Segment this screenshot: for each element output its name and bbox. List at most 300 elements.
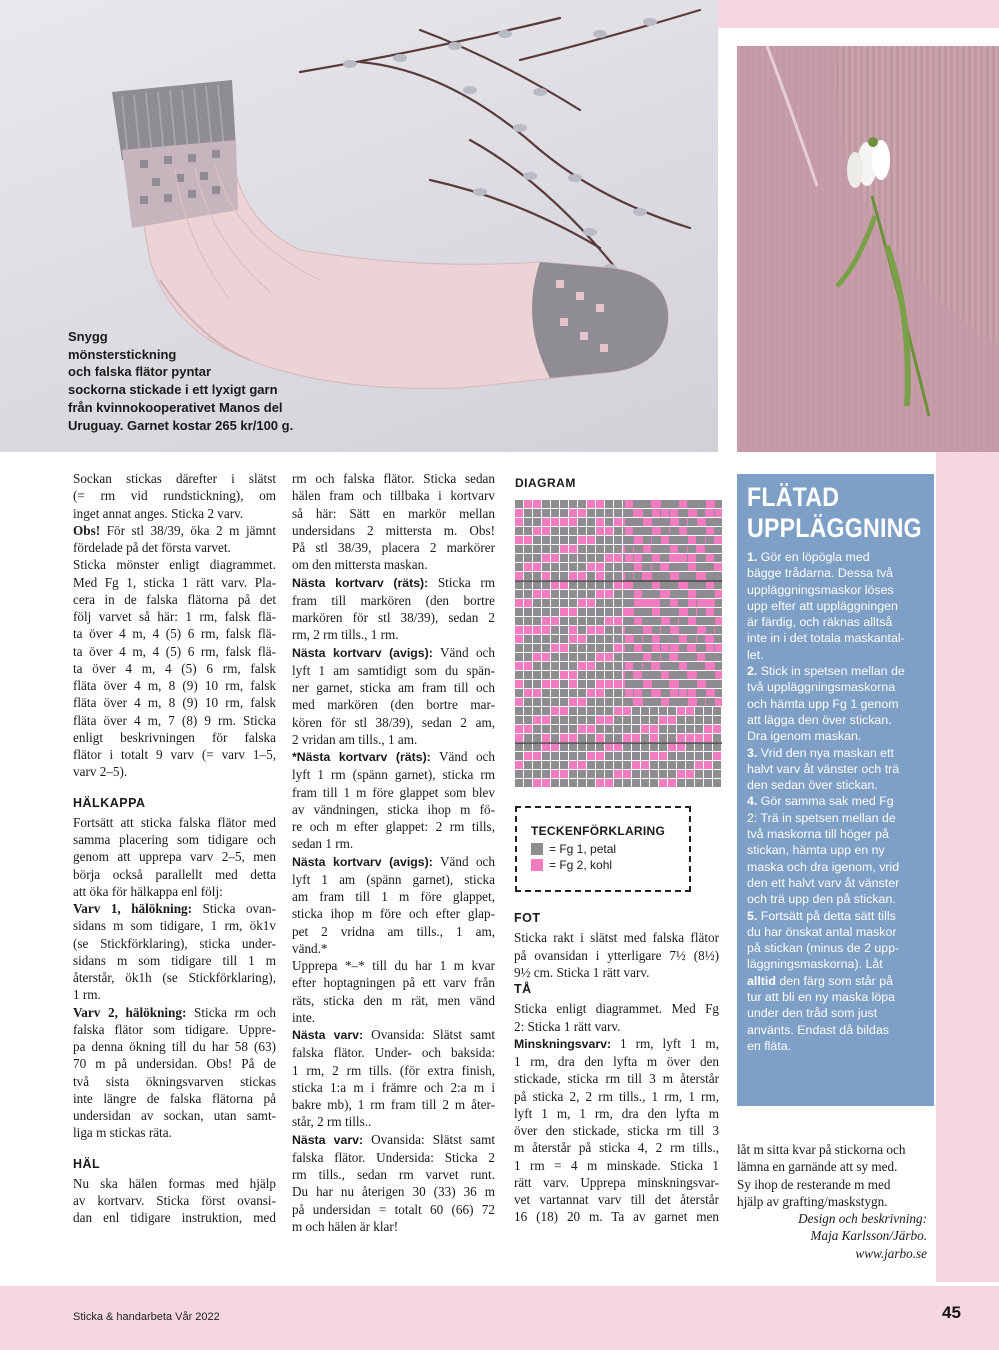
chart-cell — [614, 698, 622, 706]
text-line: står, 2 rm tills.. — [292, 1114, 372, 1130]
chart-cell — [533, 617, 541, 625]
chart-cell — [560, 572, 568, 580]
chart-cell — [587, 617, 595, 625]
text-line — [514, 1035, 719, 1053]
text-line: så här: Sätt en markör mellan — [292, 505, 495, 521]
chart-cell — [578, 707, 586, 715]
chart-cell — [670, 599, 678, 607]
text-line: på ovansidan i ytterligare 7½ (8½) — [514, 947, 719, 963]
text-line: rm tills., sedan rm varvet runt. — [292, 1167, 495, 1182]
chart-cell — [524, 662, 532, 670]
chart-cell — [605, 725, 613, 733]
chart-cell — [560, 671, 568, 679]
subheading: Varv 2, hälökning: — [73, 1004, 187, 1020]
chart-cell — [578, 536, 586, 544]
chart-cell — [634, 545, 642, 553]
chart-cell — [578, 554, 586, 562]
chart-cell — [634, 527, 642, 535]
chart-cell — [596, 716, 604, 724]
chart-cell — [659, 734, 667, 742]
snowdrop-illustration — [737, 46, 999, 452]
chart-cell — [643, 536, 651, 544]
step-line — [747, 793, 924, 809]
chart-cell — [625, 545, 633, 553]
text-line: att öka för hälkappa enl följ: — [73, 883, 223, 899]
text-line: fläta över 4 m, 8 (9) 10 rm, falsk — [73, 695, 276, 711]
chart-cell — [587, 545, 595, 553]
credit-link[interactable]: www.jarbo.se — [855, 1245, 927, 1261]
chart-cell — [625, 698, 633, 706]
text-line: sedan 1 rm. — [292, 836, 354, 852]
chart-cell — [560, 527, 568, 535]
chart-cell — [614, 563, 622, 571]
chart-cell — [623, 752, 631, 760]
chart-cell — [569, 572, 577, 580]
chart-cell — [605, 752, 613, 760]
chart-cell — [625, 608, 633, 616]
chart-cell — [715, 617, 722, 625]
chart-cell — [632, 743, 640, 751]
chart-cell — [697, 653, 705, 661]
chart-cell — [643, 617, 651, 625]
chart-cell — [614, 545, 622, 553]
chart-cell — [596, 608, 604, 616]
chart-cell — [515, 509, 523, 517]
chart-cell — [569, 626, 577, 634]
text-line: samma placering som tidigare och — [73, 832, 276, 847]
chart-cell — [623, 716, 631, 724]
chart-cell — [713, 734, 721, 742]
text-line: hjälp av grafting/maskstygn. — [737, 1193, 888, 1209]
caption-line: mönsterstickning — [68, 346, 177, 362]
chart-cell — [706, 653, 714, 661]
chart-cell — [704, 725, 712, 733]
step-number: 2. — [747, 664, 758, 679]
chart-cell — [652, 635, 660, 643]
chart-cell — [686, 734, 694, 742]
chart-cell — [533, 581, 541, 589]
step-line: Dra igenom maskan. — [747, 729, 862, 744]
chart-cell — [688, 608, 696, 616]
chart-cell — [659, 725, 667, 733]
chart-cell — [560, 590, 568, 598]
chart-cell — [542, 779, 550, 787]
chart-cell — [524, 707, 532, 715]
chart-cell — [524, 653, 532, 661]
chart-cell — [524, 725, 532, 733]
chart-cell — [569, 698, 577, 706]
chart-cell — [578, 527, 586, 535]
chart-cell — [515, 725, 523, 733]
chart-cell — [569, 707, 577, 715]
chart-cell — [706, 671, 714, 679]
chart-cell — [533, 626, 541, 634]
step-line: tur att bli en ny maska löpa — [747, 990, 896, 1005]
chart-cell — [551, 770, 559, 778]
chart-cell — [661, 698, 669, 706]
chart-cell — [560, 698, 568, 706]
chart-cell — [587, 698, 595, 706]
text-line: över den stickade, sticka rm till 3 — [514, 1123, 719, 1138]
chart-cell — [596, 563, 604, 571]
text-line: börja också parallellt med detta — [73, 866, 276, 882]
side-pink-band — [936, 452, 999, 1282]
chart-cell — [605, 707, 613, 715]
step-line: under den tråd som just — [747, 1006, 878, 1021]
chart-cell — [614, 554, 622, 562]
chart-cell — [614, 590, 622, 598]
chart-cell — [614, 671, 622, 679]
chart-cell — [551, 617, 559, 625]
chart-cell — [605, 626, 613, 634]
chart-cell — [623, 770, 631, 778]
chart-cell — [551, 653, 559, 661]
chart-cell — [551, 500, 559, 508]
chart-cell — [560, 761, 568, 769]
chart-cell — [578, 617, 586, 625]
credit-line: Design och beskrivning: — [798, 1211, 927, 1226]
chart-cell — [551, 608, 559, 616]
step-line: bägge trådarna. Dessa två — [747, 566, 894, 581]
chart-cell — [679, 590, 687, 598]
chart-cell — [524, 779, 532, 787]
chart-cell — [515, 653, 523, 661]
chart-cell — [587, 590, 595, 598]
chart-cell — [661, 608, 669, 616]
chart-cell — [677, 716, 685, 724]
step-line: läggningsmaskorna). Låt — [747, 957, 883, 972]
chart-cell — [679, 608, 687, 616]
chart-cell — [697, 545, 705, 553]
chart-cell — [515, 671, 523, 679]
chart-cell — [551, 590, 559, 598]
chart-cell — [634, 563, 642, 571]
chart-cell — [524, 644, 532, 652]
chart-cell — [713, 770, 721, 778]
chart-cell — [661, 662, 669, 670]
chart-cell — [643, 671, 651, 679]
text-line: ta över 4 m, 4 (5) 6 rm, falsk — [73, 660, 276, 676]
chart-cell — [515, 554, 523, 562]
chart-cell — [560, 563, 568, 571]
chart-cell — [578, 572, 586, 580]
subheading: Varv 1, hälökning: — [73, 901, 193, 916]
chart-cell — [605, 644, 613, 652]
text-line: pa denna ökning till du har 58 (63) — [73, 1039, 276, 1054]
chart-cell — [587, 779, 595, 787]
chart-cell — [634, 689, 642, 697]
text-line — [292, 853, 495, 871]
chart-cell — [661, 554, 669, 562]
text-line: m återstår på sticka 4, 2 rm tills., — [514, 1140, 719, 1156]
chart-cell — [614, 500, 622, 508]
step-line: let. — [747, 647, 764, 662]
chart-cell — [643, 689, 651, 697]
chart-cell — [587, 734, 595, 742]
chart-cell — [652, 644, 660, 652]
chart-cell — [551, 734, 559, 742]
chart-cell — [715, 572, 722, 580]
chart-cell — [560, 725, 568, 733]
chart-cell — [688, 554, 696, 562]
chart-cell — [679, 626, 687, 634]
chart-cell — [614, 617, 622, 625]
subheading: Nästa kortvarv (avigs): — [292, 645, 433, 660]
chart-cell — [551, 671, 559, 679]
legend-item-fg2 — [531, 857, 675, 873]
chart-cell — [677, 770, 685, 778]
text-fragment: Vänd och — [432, 853, 495, 869]
chart-cell — [569, 518, 577, 526]
chart-cell — [713, 716, 721, 724]
chart-cell — [587, 554, 595, 562]
text-line: pet 2 vridna am tills., 1 am, — [292, 923, 495, 939]
chart-cell — [569, 725, 577, 733]
chart-cell — [560, 635, 568, 643]
chart-cell — [661, 572, 669, 580]
chart-cell — [623, 725, 631, 733]
chart-cell — [542, 698, 550, 706]
chart-cell — [524, 680, 532, 688]
chart-cell — [641, 725, 649, 733]
chart-cell — [578, 680, 586, 688]
chart-cell — [569, 779, 577, 787]
chart-cell — [542, 734, 550, 742]
chart-cell — [587, 608, 595, 616]
column-3 — [514, 910, 719, 1226]
chart-cell — [515, 500, 523, 508]
chart-cell — [596, 770, 604, 778]
chart-cell — [515, 545, 523, 553]
step-number: 5. — [747, 908, 758, 923]
chart-cell — [697, 635, 705, 643]
chart-cell — [596, 734, 604, 742]
chart-cell — [670, 689, 678, 697]
text-line: sidans m som tidigare till 1 m — [73, 952, 276, 968]
box-title-line: UPPLÄGGNING — [747, 513, 922, 543]
chart-cell — [652, 599, 660, 607]
chart-cell — [670, 626, 678, 634]
chart-cell — [551, 545, 559, 553]
chart-cell — [661, 563, 669, 571]
chart-cell — [652, 662, 660, 670]
chart-cell — [596, 635, 604, 643]
chart-cell — [542, 608, 550, 616]
chart-cell — [715, 509, 722, 517]
chart-cell — [569, 770, 577, 778]
chart-cell — [569, 590, 577, 598]
chart-cell — [650, 779, 658, 787]
chart-cell — [652, 545, 660, 553]
chart-cell — [715, 626, 722, 634]
chart-cell — [697, 581, 705, 589]
chart-cell — [670, 617, 678, 625]
chart-cell — [533, 563, 541, 571]
chart-cell — [688, 635, 696, 643]
chart-cell — [623, 743, 631, 751]
chart-cell — [623, 734, 631, 742]
text-line: lyft 1 m, 1 rm, dra den lyfta m — [514, 1105, 719, 1121]
chart-cell — [596, 725, 604, 733]
chart-cell — [524, 572, 532, 580]
chart-cell — [533, 545, 541, 553]
chart-cell — [596, 500, 604, 508]
chart-cell — [652, 608, 660, 616]
chart-cell — [587, 653, 595, 661]
chart-cell — [686, 752, 694, 760]
chart-cell — [679, 662, 687, 670]
chart-cell — [569, 617, 577, 625]
text-fragment: Stick in spetsen mellan de — [757, 664, 905, 679]
step-line: använts. Endast då bildas — [747, 1022, 889, 1037]
chart-cell — [670, 653, 678, 661]
chart-cell — [515, 536, 523, 544]
chart-cell — [614, 572, 622, 580]
chart-cell — [643, 572, 651, 580]
chart-cell — [587, 518, 595, 526]
text-line: (= rm vid rundstickning), om — [73, 488, 276, 504]
chart-cell — [614, 752, 622, 760]
chart-cell — [688, 698, 696, 706]
chart-cell — [706, 518, 714, 526]
chart-cell — [533, 536, 541, 544]
chart-cell — [551, 527, 559, 535]
chart-cell — [560, 644, 568, 652]
chart-cell — [670, 554, 678, 562]
chart-cell — [569, 599, 577, 607]
chart-cell — [569, 581, 577, 589]
chart-cell — [515, 608, 523, 616]
chart-cell — [706, 563, 714, 571]
chart-cell — [515, 572, 523, 580]
chart-cell — [524, 689, 532, 697]
text-line: re och m efter glappet: 2 rm tills, — [292, 819, 495, 834]
chart-cell — [659, 770, 667, 778]
chart-cell — [715, 599, 722, 607]
chart-cell — [625, 599, 633, 607]
chart-cell — [524, 761, 532, 769]
chart-cell — [634, 599, 642, 607]
chart-cell — [614, 680, 622, 688]
text-line: Sticka rakt i slätst med falska flätor — [514, 930, 719, 946]
chart-cell — [569, 761, 577, 769]
chart-cell — [551, 563, 559, 571]
chart-cell — [542, 671, 550, 679]
chart-cell — [625, 527, 633, 535]
chart-cell — [686, 779, 694, 787]
chart-cell — [542, 545, 550, 553]
step-line: upp efter att uppläggningen — [747, 598, 898, 613]
chart-cell — [587, 743, 595, 751]
chart-cell — [533, 680, 541, 688]
text-line: hälen fram och tillbaka i kortvarv — [292, 488, 495, 504]
text-line: lämna en garnände att sy med. — [737, 1159, 898, 1175]
chart-cell — [697, 617, 705, 625]
chart-cell — [569, 527, 577, 535]
chart-cell — [614, 716, 622, 724]
chart-cell — [578, 608, 586, 616]
chart-cell — [706, 680, 714, 688]
chart-cell — [578, 590, 586, 598]
text-line — [292, 1026, 495, 1044]
chart-cell — [661, 617, 669, 625]
text-line: Nu ska hälen formas med hjälp — [73, 1175, 276, 1191]
chart-cell — [542, 680, 550, 688]
chart-cell — [587, 716, 595, 724]
chart-cell — [515, 527, 523, 535]
chart-legend — [515, 806, 691, 892]
magazine-name: Sticka & handarbeta Vår 2022 — [73, 1311, 220, 1323]
chart-cell — [605, 509, 613, 517]
chart-cell — [542, 743, 550, 751]
section-heading-hal: HÄL — [73, 1156, 101, 1171]
chart-cell — [578, 725, 586, 733]
text-line: stickade, sticka rm till 3 m återstår — [514, 1071, 719, 1087]
chart-cell — [533, 572, 541, 580]
chart-cell — [634, 680, 642, 688]
chart-cell — [713, 743, 721, 751]
chart-cell — [641, 743, 649, 751]
chart-cell — [515, 707, 523, 715]
caption-line: Uruguay. Garnet kostar 265 kr/100 g. — [68, 417, 294, 433]
chart-cell — [578, 770, 586, 778]
chart-cell — [560, 554, 568, 562]
chart-cell — [625, 509, 633, 517]
chart-cell — [596, 518, 604, 526]
chart-cell — [623, 779, 631, 787]
chart-cell — [652, 698, 660, 706]
chart-cell — [587, 626, 595, 634]
chart-cell — [569, 689, 577, 697]
text-line — [73, 900, 276, 917]
subheading: Nästa varv: — [292, 1132, 364, 1147]
photo-caption — [68, 328, 368, 434]
chart-cell — [668, 770, 676, 778]
chart-cell — [542, 509, 550, 517]
chart-cell — [643, 590, 651, 598]
chart-cell — [652, 653, 660, 661]
chart-cell — [670, 644, 678, 652]
text-line: ner garnet, sticka am fram till och — [292, 680, 495, 695]
chart-cell — [524, 734, 532, 742]
text-line: två sista ökningsvarven stickas — [73, 1073, 276, 1089]
chart-cell — [634, 608, 642, 616]
chart-cell — [596, 581, 604, 589]
chart-cell — [677, 743, 685, 751]
chart-cell — [596, 644, 604, 652]
chart-cell — [560, 653, 568, 661]
text-line: vet vartannat varv till det återstår — [514, 1192, 719, 1207]
chart-cell — [524, 743, 532, 751]
chart-cell — [652, 536, 660, 544]
chart-cell — [688, 662, 696, 670]
chart-cell — [578, 653, 586, 661]
chart-cell — [596, 626, 604, 634]
chart-cell — [641, 734, 649, 742]
text-line: rätt varv. Upprepa minskningsvar- — [514, 1174, 719, 1190]
chart-cell — [524, 590, 532, 598]
chart-cell — [542, 563, 550, 571]
chart-cell — [614, 734, 622, 742]
chart-cell — [614, 689, 622, 697]
chart-cell — [587, 752, 595, 760]
chart-cell — [569, 536, 577, 544]
chart-cell — [706, 509, 714, 517]
chart-cell — [706, 545, 714, 553]
chart-cell — [697, 536, 705, 544]
chart-cell — [643, 653, 651, 661]
chart-cell — [670, 518, 678, 526]
